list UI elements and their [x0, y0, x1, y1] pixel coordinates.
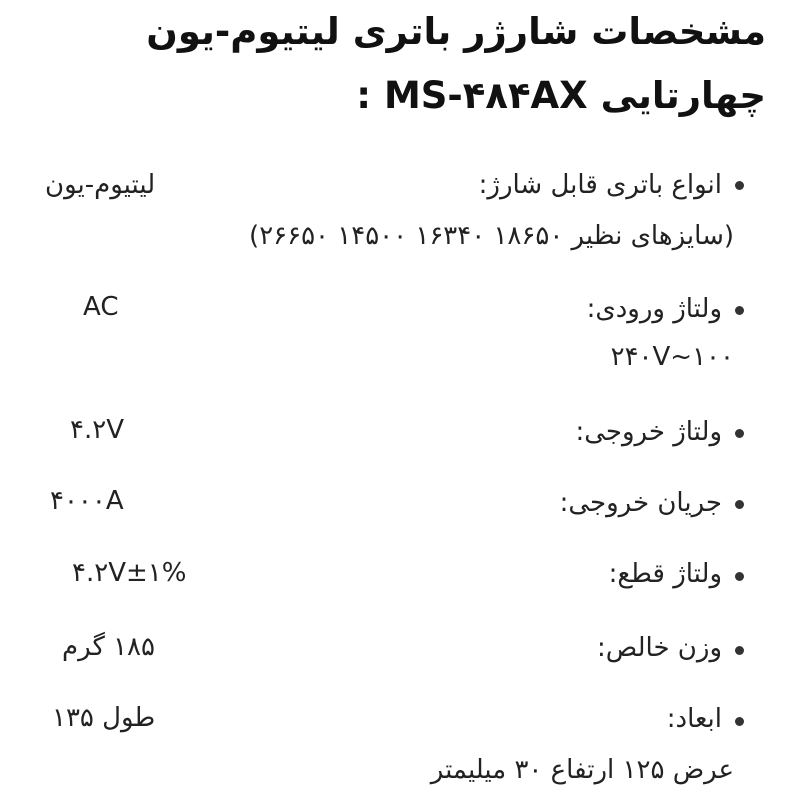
spec-label: انواع باتری قابل شارژ:	[478, 170, 722, 200]
spec-label: ولتاژ خروجی:	[575, 417, 722, 447]
bullet-icon	[735, 717, 744, 726]
bullet-icon	[735, 306, 744, 315]
spec-label: ولتاژ قطع:	[608, 559, 722, 589]
spec-label: ولتاژ ورودی:	[586, 294, 722, 324]
bullet-icon	[735, 181, 744, 190]
bullet-icon	[735, 500, 744, 509]
spec-value: ۴.۲V±۱%	[72, 558, 187, 588]
page-title	[26, 0, 766, 128]
spec-value: AC	[83, 292, 119, 322]
spec-value: ۱۸۵ گرم	[62, 632, 155, 662]
spec-label: وزن خالص:	[597, 633, 722, 663]
title-line-2: چهارتایی MS-۴۸۴AX :	[356, 74, 766, 117]
bullet-icon	[735, 646, 744, 655]
spec-value: ۴۰۰۰A	[50, 486, 124, 516]
title-line-1: مشخصات شارژر باتری لیتیوم-یون	[146, 10, 766, 53]
bullet-icon	[735, 429, 744, 438]
spec-value: لیتیوم-یون	[45, 170, 156, 200]
spec-continuation: (سایزهای نظیر ۱۸۶۵۰ ۱۶۳۴۰ ۱۴۵۰۰ ۲۶۶۵۰)	[249, 221, 734, 251]
spec-value: ۴.۲V	[70, 415, 124, 445]
spec-label: جریان خروجی:	[559, 488, 722, 518]
spec-label: ابعاد:	[666, 704, 722, 734]
bullet-icon	[735, 572, 744, 581]
spec-continuation: عرض ۱۲۵ ارتفاع ۳۰ میلیمتر	[430, 755, 734, 785]
spec-continuation: ۱۰۰~۲۴۰V	[610, 342, 734, 372]
spec-value: طول ۱۳۵	[52, 703, 156, 733]
